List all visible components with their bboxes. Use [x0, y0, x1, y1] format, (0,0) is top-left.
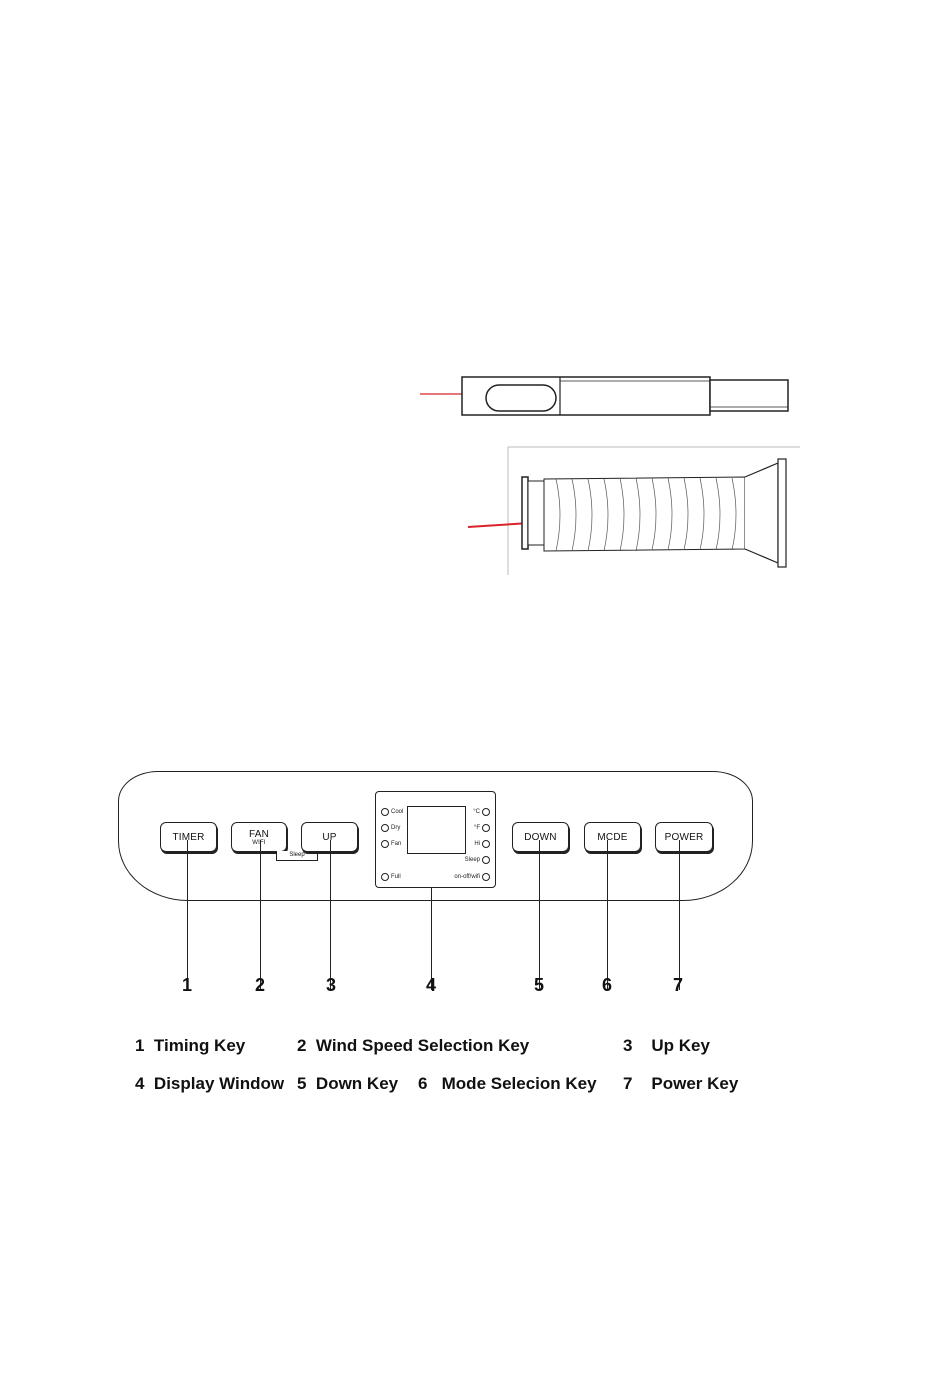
indicator-onoff-wifi: on-off/wifi: [454, 873, 490, 881]
exhaust-hose-figure: [460, 445, 805, 580]
callout-line-7: [679, 840, 680, 990]
timer-key-label: TIMER: [172, 831, 205, 843]
indicator-cool: Cool: [381, 808, 403, 816]
callout-number-5: 5: [533, 975, 544, 995]
callout-number-4: 4: [425, 975, 436, 995]
legend-item-5: 5 Down Key: [297, 1074, 399, 1093]
indicator-hi: Hi: [474, 840, 490, 848]
control-panel-figure: [110, 765, 760, 1005]
indicator-full: Full: [381, 873, 401, 881]
hose-pointer-line: [468, 523, 530, 527]
callout-line-2: [260, 840, 261, 990]
down-key[interactable]: [512, 822, 569, 852]
mode-key[interactable]: [584, 822, 641, 852]
hose-window-adapter: [778, 459, 786, 567]
callout-number-1: 1: [181, 975, 192, 995]
window-slider-figure: [410, 370, 810, 420]
indicator-sleep: Sleep: [465, 856, 490, 864]
callout-number-7: 7: [672, 975, 683, 995]
slider-vent-opening: [486, 385, 556, 411]
indicator-fan: Fan: [381, 840, 401, 848]
fan-key-sublabel: WIFI: [252, 839, 266, 846]
callout-number-3: 3: [325, 975, 336, 995]
legend-item-7: 7 Power Key: [623, 1074, 739, 1093]
legend-item-2: 2 Wind Speed Selection Key: [297, 1036, 530, 1055]
callout-number-6: 6: [601, 975, 612, 995]
callout-line-1: [187, 840, 188, 990]
display-window: [375, 791, 496, 888]
fan-key[interactable]: [231, 822, 287, 852]
timer-key[interactable]: [160, 822, 217, 852]
callout-line-6: [607, 840, 608, 990]
display-screen: [407, 806, 466, 854]
sleep-combo-tab: Sleep: [276, 851, 318, 861]
power-key[interactable]: [655, 822, 713, 852]
legend-item-4: 4 Display Window: [135, 1074, 285, 1093]
power-key-label: POWER: [664, 831, 704, 843]
window-slider-drawing: [410, 370, 810, 420]
indicator-fahrenheit: °F: [474, 824, 490, 832]
legend-item-1: 1 Timing Key: [135, 1036, 246, 1055]
key-legend: [0, 1030, 950, 1110]
callout-line-5: [539, 840, 540, 990]
callout-number-2: 2: [254, 975, 265, 995]
legend-item-3: 3 Up Key: [623, 1036, 710, 1055]
indicator-dry: Dry: [381, 824, 400, 832]
legend-item-6: 6 Mode Selecion Key: [418, 1074, 597, 1093]
down-key-label: DOWN: [524, 831, 557, 843]
exhaust-hose-drawing: [460, 445, 805, 580]
fan-key-label: FAN: [248, 828, 270, 840]
callout-line-3: [330, 840, 331, 990]
mode-key-label: MCDE: [597, 831, 628, 843]
indicator-celsius: °C: [473, 808, 490, 816]
up-key-label: UP: [322, 831, 337, 843]
